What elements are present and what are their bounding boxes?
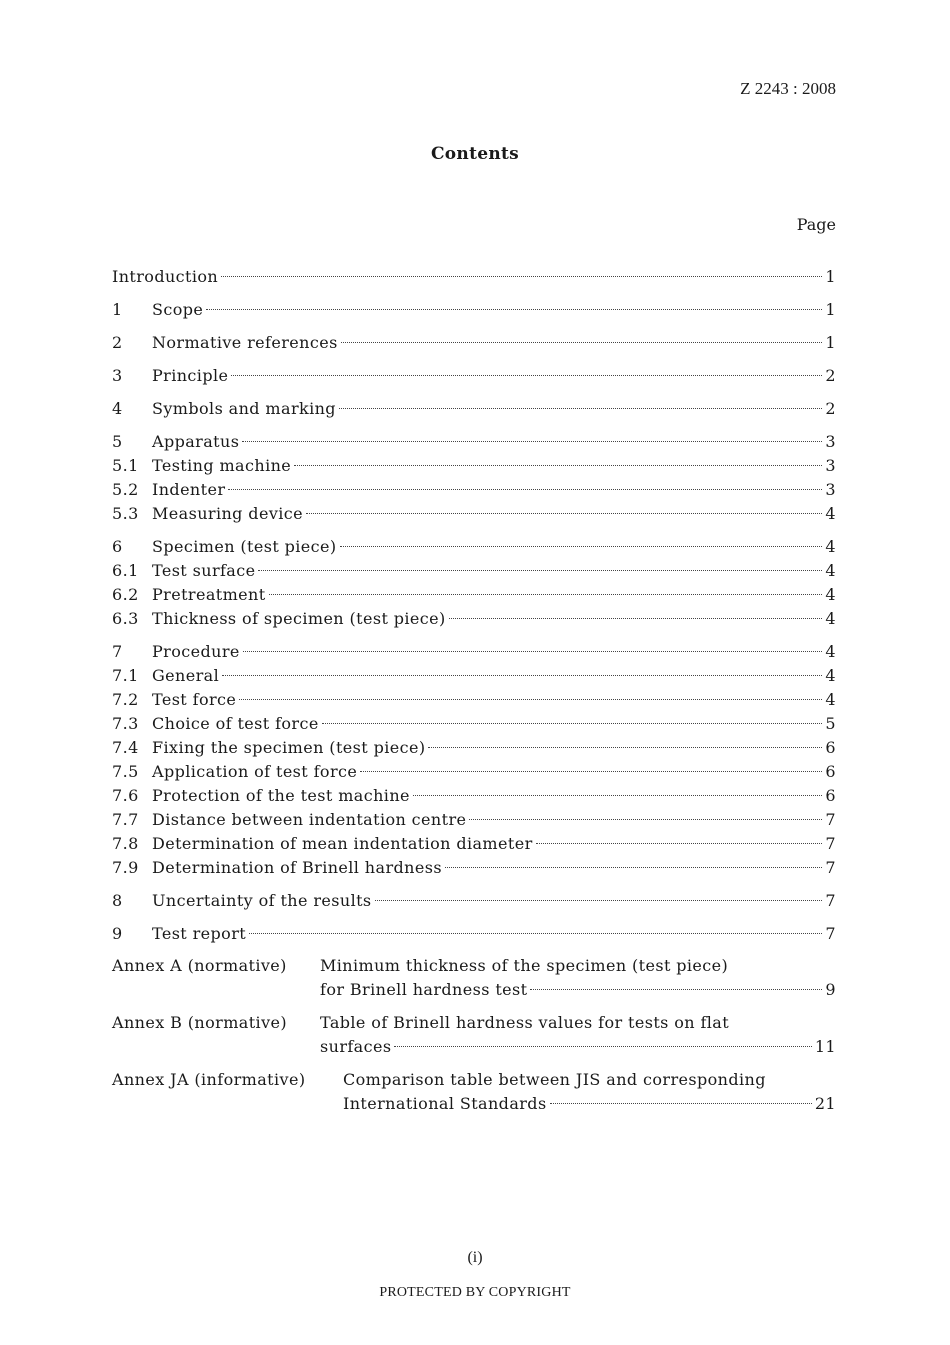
toc-entry-label: Specimen (test piece)	[152, 537, 337, 556]
dot-leader	[360, 771, 822, 772]
toc-entry-page: 4	[825, 666, 836, 685]
dot-leader	[269, 594, 823, 595]
toc-entry[interactable]	[112, 665, 836, 687]
toc-entry-number: 9	[112, 924, 123, 943]
toc-entry-number: 7.2	[112, 690, 139, 709]
toc-entry-page: 2	[825, 366, 836, 385]
dot-leader	[249, 933, 822, 934]
annex-entry[interactable]	[320, 979, 836, 1001]
toc-entry[interactable]	[112, 560, 836, 582]
toc-entry-page: 4	[825, 561, 836, 580]
toc-entry-page: 6	[825, 786, 836, 805]
annex-page: 21	[814, 1094, 836, 1113]
toc-entry-page: 4	[825, 642, 836, 661]
dot-leader	[222, 675, 822, 676]
toc-entry-number: 6.3	[112, 609, 139, 628]
dot-leader	[394, 1046, 811, 1047]
annex-page: 9	[825, 980, 836, 999]
toc-entry-label: Uncertainty of the results	[152, 891, 372, 910]
toc-entry-label: Distance between indentation centre	[152, 810, 467, 829]
dot-leader	[550, 1103, 812, 1104]
dot-leader	[375, 900, 823, 901]
annex-entry[interactable]	[343, 1093, 836, 1115]
toc-entry[interactable]	[112, 536, 836, 558]
dot-leader	[339, 408, 822, 409]
dot-leader	[413, 795, 823, 796]
toc-entry[interactable]	[112, 431, 836, 453]
toc-entry-page: 2	[825, 399, 836, 418]
annex-kind: Annex A (normative)	[112, 956, 287, 975]
toc-entry-label: Measuring device	[152, 504, 304, 523]
toc-entry-number: 3	[112, 366, 123, 385]
toc-entry-number: 5.2	[112, 480, 139, 499]
toc-entry-page: 1	[825, 267, 836, 286]
toc-entry-label: Testing machine	[152, 456, 292, 475]
toc-entry-number: 4	[112, 399, 123, 418]
toc-entry-page: 3	[825, 480, 836, 499]
toc-entry[interactable]	[112, 785, 836, 807]
annex-title-line	[343, 1069, 836, 1091]
toc-entry-page: 1	[825, 300, 836, 319]
toc-entry-label: Test surface	[152, 561, 256, 580]
toc-entry-label: Choice of test force	[152, 714, 319, 733]
toc-entry[interactable]	[112, 584, 836, 606]
toc-entry-page: 7	[825, 834, 836, 853]
toc-entry-label: Introduction	[112, 267, 219, 286]
toc-entry[interactable]	[112, 833, 836, 855]
toc-entry-label: Protection of the test machine	[152, 786, 410, 805]
dot-leader	[340, 546, 823, 547]
dot-leader	[294, 465, 822, 466]
toc-entry-page: 3	[825, 432, 836, 451]
page-column-heading: Page	[796, 215, 836, 234]
dot-leader	[242, 441, 822, 442]
toc-entry-page: 4	[825, 609, 836, 628]
toc-entry[interactable]	[112, 365, 836, 387]
toc-entry-number: 6	[112, 537, 123, 556]
toc-entry[interactable]	[112, 398, 836, 420]
toc-entry-label: Pretreatment	[152, 585, 266, 604]
toc-entry-label: Scope	[152, 300, 204, 319]
dot-leader	[449, 618, 823, 619]
toc-entry-number: 7.3	[112, 714, 139, 733]
dot-leader	[243, 651, 823, 652]
annex-title-line	[320, 955, 836, 977]
toc-entry-label: Determination of Brinell hardness	[152, 858, 442, 877]
toc-entry-label: Thickness of specimen (test piece)	[152, 609, 446, 628]
toc-entry[interactable]	[112, 761, 836, 783]
toc-entry-page: 1	[825, 333, 836, 352]
toc-entry-number: 6.1	[112, 561, 139, 580]
toc-entry-page: 7	[825, 858, 836, 877]
toc-entry-number: 7.9	[112, 858, 139, 877]
toc-entry-number: 7.8	[112, 834, 139, 853]
annex-title-text: International Standards	[343, 1094, 547, 1113]
toc-entry-label: Symbols and marking	[152, 399, 336, 418]
toc-entry-number: 5	[112, 432, 123, 451]
dot-leader	[231, 375, 822, 376]
toc-entry[interactable]	[112, 857, 836, 879]
toc-entry[interactable]	[112, 455, 836, 477]
dot-leader	[221, 276, 822, 277]
annex-title-line	[320, 1012, 836, 1034]
toc-entry[interactable]	[112, 479, 836, 501]
annex-title-text: Comparison table between JIS and corresponding	[343, 1070, 766, 1089]
toc-entry-page: 7	[825, 924, 836, 943]
dot-leader	[239, 699, 822, 700]
toc-entry-label: Fixing the specimen (test piece)	[152, 738, 426, 757]
toc-entry-label: Indenter	[152, 480, 226, 499]
toc-entry-label: Test force	[152, 690, 237, 709]
toc-entry-number: 2	[112, 333, 123, 352]
toc-entry-label: Test report	[152, 924, 247, 943]
toc-entry[interactable]	[112, 737, 836, 759]
toc-entry[interactable]	[112, 689, 836, 711]
toc-entry-page: 7	[825, 891, 836, 910]
toc-entry-page: 6	[825, 738, 836, 757]
toc-entry-label: General	[152, 666, 220, 685]
dot-leader	[536, 843, 823, 844]
toc-entry-label: Application of test force	[152, 762, 358, 781]
dot-leader	[228, 489, 822, 490]
dot-leader	[306, 513, 822, 514]
toc-entry[interactable]	[112, 299, 836, 321]
annex-entry[interactable]	[320, 1036, 836, 1058]
annex-title-text: for Brinell hardness test	[320, 980, 528, 999]
toc-entry[interactable]	[112, 503, 836, 525]
toc-entry-number: 7.5	[112, 762, 139, 781]
page-number: (i)	[467, 1249, 483, 1266]
annex-kind: Annex JA (informative)	[112, 1070, 306, 1089]
toc-entry-number: 6.2	[112, 585, 139, 604]
toc-entry-number: 5.1	[112, 456, 139, 475]
toc-entry-page: 4	[825, 504, 836, 523]
annex-page: 11	[814, 1037, 836, 1056]
toc-entry-number: 7	[112, 642, 123, 661]
document-id: Z 2243 : 2008	[740, 79, 836, 98]
toc-entry-label: Principle	[152, 366, 229, 385]
dot-leader	[428, 747, 822, 748]
toc-entry[interactable]	[112, 713, 836, 735]
toc-entry[interactable]	[112, 890, 836, 912]
toc-entry[interactable]	[112, 266, 836, 288]
dot-leader	[322, 723, 823, 724]
toc-entry-label: Apparatus	[152, 432, 240, 451]
toc-entry-number: 7.7	[112, 810, 139, 829]
toc-entry-label: Determination of mean indentation diameter	[152, 834, 533, 853]
annex-title-text: Table of Brinell hardness values for tests on flat	[320, 1013, 730, 1032]
dot-leader	[530, 989, 822, 990]
toc-entry-label: Procedure	[152, 642, 240, 661]
toc-entry-page: 5	[825, 714, 836, 733]
copyright-notice: PROTECTED BY COPYRIGHT	[379, 1285, 571, 1300]
toc-entry-number: 5.3	[112, 504, 139, 523]
toc-entry[interactable]	[112, 332, 836, 354]
annex-kind: Annex B (normative)	[112, 1013, 288, 1032]
toc-entry-page: 6	[825, 762, 836, 781]
toc-entry-page: 4	[825, 585, 836, 604]
annex-title-text: surfaces	[320, 1037, 392, 1056]
dot-leader	[469, 819, 822, 820]
toc-entry-page: 3	[825, 456, 836, 475]
toc-entry-label: Normative references	[152, 333, 338, 352]
dot-leader	[258, 570, 822, 571]
dot-leader	[445, 867, 822, 868]
toc-entry-number: 1	[112, 300, 123, 319]
toc-entry-number: 7.6	[112, 786, 139, 805]
dot-leader	[206, 309, 822, 310]
toc-entry-number: 7.4	[112, 738, 139, 757]
dot-leader	[341, 342, 823, 343]
toc-entry[interactable]	[112, 641, 836, 663]
toc-entry[interactable]	[112, 809, 836, 831]
toc-entry-page: 4	[825, 537, 836, 556]
page-title: Contents	[430, 144, 520, 164]
toc-entry-page: 4	[825, 690, 836, 709]
annex-title-text: Minimum thickness of the specimen (test piece)	[320, 956, 729, 975]
toc-entry[interactable]	[112, 608, 836, 630]
toc-entry-page: 7	[825, 810, 836, 829]
toc-entry-number: 7.1	[112, 666, 139, 685]
toc-entry-number: 8	[112, 891, 123, 910]
toc-entry[interactable]	[112, 923, 836, 945]
